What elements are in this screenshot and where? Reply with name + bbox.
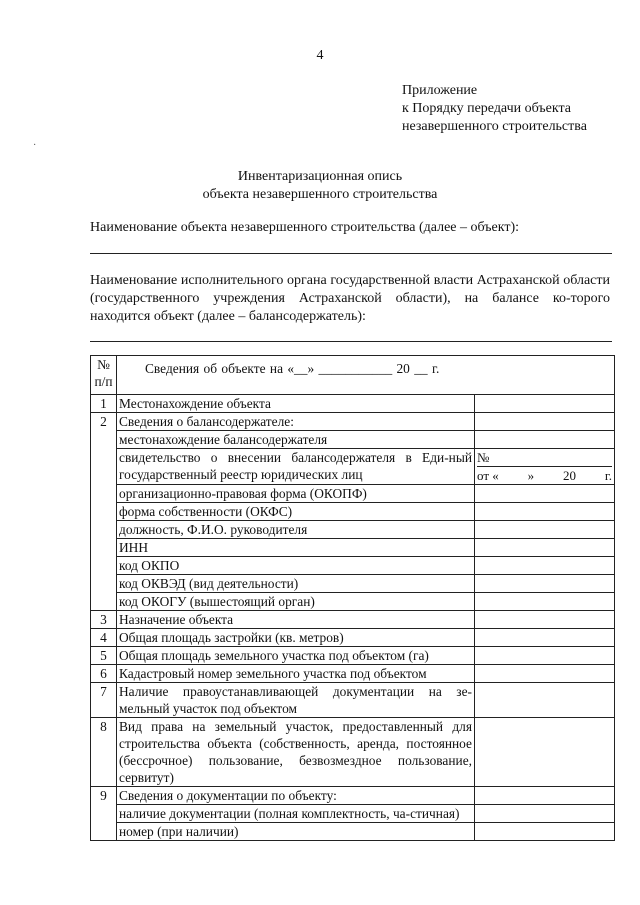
row-label-cell: Местонахождение объекта	[117, 395, 475, 413]
appendix-heading	[402, 82, 587, 136]
table-row	[91, 787, 615, 805]
certificate-date-close-quote: »	[527, 468, 535, 483]
table-row	[91, 665, 615, 683]
row-label-cell: код ОКПО	[117, 557, 475, 575]
row-value-cell	[475, 539, 615, 557]
row-value-cell	[475, 647, 615, 665]
row-value-cell	[475, 629, 615, 647]
row-number-cell: 1	[91, 395, 117, 413]
certificate-date-g: г.	[604, 468, 613, 483]
row-label-cell: должность, Ф.И.О. руководителя	[117, 521, 475, 539]
table-row	[91, 629, 615, 647]
table-row	[91, 413, 615, 431]
row-value-cell	[475, 521, 615, 539]
row-label-cell: Сведения о документации по объекту:	[117, 787, 475, 805]
row-label-cell: Вид права на земельный участок, предоставленный для строительства объекта (собственность, аренда, постоянное (бессрочное) пользование, безвозмездное пользование, сервитут)	[117, 718, 475, 787]
certificate-date-line	[477, 467, 612, 484]
row-label-cell: наличие документации (полная комплектность, ча-стичная)	[117, 805, 475, 823]
row-value-cell	[475, 665, 615, 683]
row-value-cell	[475, 431, 615, 449]
row-value-cell	[475, 823, 615, 841]
table-row	[91, 575, 615, 593]
row-label-cell: Общая площадь земельного участка под объектом (га)	[117, 647, 475, 665]
table-row	[91, 647, 615, 665]
certificate-date-from: от «	[477, 468, 499, 483]
row-value-cell	[475, 718, 615, 787]
row-label-cell: форма собственности (ОКФС)	[117, 503, 475, 521]
table-row	[91, 718, 615, 787]
table-row	[91, 805, 615, 823]
row-value-cell	[475, 805, 615, 823]
row-value-cell	[475, 557, 615, 575]
balance-holder-fill-line	[90, 341, 612, 342]
stray-mark: ·	[33, 140, 37, 151]
table-row	[91, 823, 615, 841]
document-title	[0, 168, 640, 204]
table-row	[91, 449, 615, 485]
title-line-2: объекта незавершенного строительства	[202, 187, 438, 202]
row-value-cell	[475, 413, 615, 431]
table-row	[91, 521, 615, 539]
table-header-row	[91, 356, 615, 395]
row-label-cell: Сведения о балансодержателе:	[117, 413, 475, 431]
row-number-cell: 9	[91, 787, 117, 841]
table-row	[91, 485, 615, 503]
row-value-cell	[475, 449, 615, 485]
row-number-cell: 7	[91, 683, 117, 718]
row-label-cell: Кадастровый номер земельного участка под объектом	[117, 665, 475, 683]
object-name-label: Наименование объекта незавершенного строительства (далее – объект):	[90, 220, 520, 235]
header-info-text: Сведения об объекте на «__» ___________ 20 __ г.	[145, 361, 440, 376]
table-row	[91, 557, 615, 575]
row-number-cell: 8	[91, 718, 117, 787]
appendix-line-3: незавершенного строительства	[402, 119, 587, 134]
row-value-cell	[475, 683, 615, 718]
table-row	[91, 395, 615, 413]
row-number-cell: 5	[91, 647, 117, 665]
row-label-cell: ИНН	[117, 539, 475, 557]
row-number-cell: 3	[91, 611, 117, 629]
row-label-cell: код ОКОГУ (вышестоящий орган)	[117, 593, 475, 611]
row-value-cell	[475, 503, 615, 521]
balance-holder-label: Наименование исполнительного органа государственной власти Астраханской области (государственного учреждения Астраханской области), на балансе ко-торого находится объект (далее – балансодержатель):	[90, 273, 610, 324]
row-label-cell: Назначение объекта	[117, 611, 475, 629]
row-label-cell: Наличие правоустанавливающей документации на зе-мельный участок под объектом	[117, 683, 475, 718]
table-row	[91, 683, 615, 718]
header-number-cell: № п/п	[91, 356, 117, 395]
row-number-cell: 4	[91, 629, 117, 647]
header-info-cell	[117, 356, 615, 395]
table-row	[91, 593, 615, 611]
table-row	[91, 539, 615, 557]
row-label-cell: код ОКВЭД (вид деятельности)	[117, 575, 475, 593]
title-line-1: Инвентаризационная опись	[237, 169, 403, 184]
row-label-cell: Общая площадь застройки (кв. метров)	[117, 629, 475, 647]
row-value-cell	[475, 611, 615, 629]
table-row	[91, 431, 615, 449]
appendix-line-1: Приложение	[402, 83, 478, 98]
row-value-cell	[475, 485, 615, 503]
table-row	[91, 611, 615, 629]
page-number: 4	[316, 48, 324, 63]
appendix-line-2: к Порядку передачи объекта	[402, 101, 571, 116]
object-name-fill-line	[90, 253, 612, 254]
row-value-cell	[475, 787, 615, 805]
row-number-cell: 2	[91, 413, 117, 611]
certificate-date-year: 20	[563, 468, 577, 483]
certificate-number-line: №	[477, 449, 612, 467]
row-value-cell	[475, 395, 615, 413]
row-label-cell: местонахождение балансодержателя	[117, 431, 475, 449]
row-value-cell	[475, 575, 615, 593]
table-row	[91, 503, 615, 521]
row-value-cell	[475, 593, 615, 611]
row-label-cell: номер (при наличии)	[117, 823, 475, 841]
row-label-cell: свидетельство о внесении балансодержателя в Еди-ный государственный реестр юридических лиц	[117, 449, 475, 485]
row-label-cell: организационно-правовая форма (ОКОПФ)	[117, 485, 475, 503]
inventory-table	[90, 355, 615, 841]
row-number-cell: 6	[91, 665, 117, 683]
